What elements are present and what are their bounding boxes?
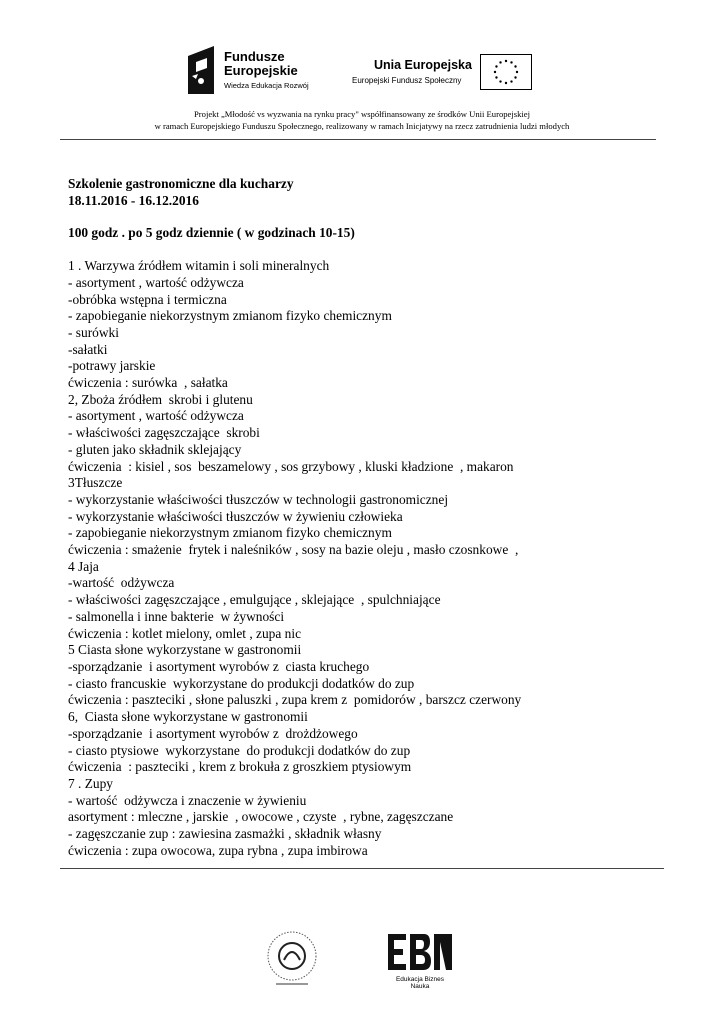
project-note-line2: w ramach Europejskiego Funduszu Społecznego, realizowany w ramach Inicjatywy na rzecz zatrudnienia ludzi młodych: [154, 121, 570, 131]
document-hours: 100 godz . po 5 godz dziennie ( w godzinach 10-15): [68, 225, 355, 241]
header-logos: [0, 44, 724, 104]
ebn-caption: Edukacja Biznes Nauka: [395, 976, 445, 990]
footer-divider: [60, 868, 664, 869]
header-divider: [60, 139, 656, 140]
eu-flag-star: [505, 82, 507, 84]
curriculum-list: [68, 258, 668, 859]
curriculum-line: - ciasto francuskie wykorzystane do produkcji dodatków do zup: [68, 675, 415, 691]
curriculum-line: 3Tłuszcze: [68, 475, 123, 491]
curriculum-line: ćwiczenia : paszteciki , krem z brokuła z groszkiem ptysiowym: [68, 759, 412, 775]
curriculum-line: - zapobieganie niekorzystnym zmianom fizyko chemicznym: [68, 308, 392, 324]
fe-logo-line2: Europejskie: [224, 63, 298, 78]
curriculum-line: 5 Ciasta słone wykorzystane w gastronomii: [68, 642, 302, 658]
curriculum-line: 7 . Zupy: [68, 775, 114, 791]
eu-flag-star: [510, 80, 512, 82]
fe-logo-line1: Fundusze: [224, 49, 285, 64]
ebn-mark-icon: [386, 932, 454, 974]
ebn-logo: [386, 932, 454, 990]
eu-flag-star: [505, 60, 507, 62]
curriculum-line: 2, Zboża źródłem skrobi i glutenu: [68, 391, 253, 407]
eu-flag-icon: [480, 54, 532, 90]
eu-flag-star: [514, 76, 516, 78]
curriculum-line: - wartość odżywcza i znaczenie w żywieniu: [68, 792, 307, 808]
project-note-line1: Projekt „Młodość vs wyzwania na rynku pracy" współfinansowany ze środków Unii Europejskiej: [194, 109, 530, 119]
unia-europejska-logo: [352, 52, 540, 96]
fe-logo-line3: Wiedza Edukacja Rozwój: [224, 81, 309, 90]
eu-flag-star: [494, 71, 496, 73]
project-funding-note: [60, 108, 664, 132]
eu-flag-star: [516, 71, 518, 73]
eu-flag-star: [495, 65, 497, 67]
curriculum-line: ćwiczenia : kotlet mielony, omlet , zupa nic: [68, 625, 302, 641]
curriculum-line: -sporządzanie i asortyment wyrobów z drożdżowego: [68, 725, 358, 741]
curriculum-line: -potrawy jarskie: [68, 358, 156, 374]
curriculum-line: -sporządzanie i asortyment wyrobów z ciasta kruchego: [68, 658, 370, 674]
curriculum-line: 6, Ciasta słone wykorzystane w gastronomii: [68, 709, 308, 725]
ue-logo-line1: Unia Europejska: [374, 58, 472, 72]
curriculum-line: ćwiczenia : surówka , sałatka: [68, 375, 228, 391]
school-emblem-icon: [264, 930, 320, 988]
document-title: Szkolenie gastronomiczne dla kucharzy: [68, 176, 294, 191]
eu-flag-star: [495, 76, 497, 78]
ue-logo-line2: Europejski Fundusz Społeczny: [352, 76, 462, 85]
curriculum-line: - asortyment , wartość odżywcza: [68, 274, 244, 290]
curriculum-line: -obróbka wstępna i termiczna: [68, 291, 227, 307]
curriculum-line: - zapobieganie niekorzystnym zmianom fizyko chemicznym: [68, 525, 392, 541]
curriculum-line: ćwiczenia : smażenie frytek i naleśników , sosy na bazie oleju , masło czosnkowe ,: [68, 542, 519, 558]
curriculum-line: - właściwości zagęszczające skrobi: [68, 425, 260, 441]
document-body: [68, 176, 668, 859]
curriculum-line: - wykorzystanie właściwości tłuszczów w technologii gastronomicznej: [68, 491, 449, 507]
curriculum-line: 1 . Warzywa źródłem witamin i soli mineralnych: [68, 258, 330, 274]
curriculum-line: - wykorzystanie właściwości tłuszczów w żywieniu człowieka: [68, 508, 403, 524]
fundusze-europejskie-mark-icon: [188, 46, 218, 94]
eu-flag-star: [499, 80, 501, 82]
curriculum-line: ćwiczenia : kisiel , sos beszamelowy , sos grzybowy , kluski kładzione , makaron: [68, 458, 514, 474]
footer-logos: [0, 926, 724, 996]
curriculum-line: -wartość odżywcza: [68, 575, 175, 591]
curriculum-line: asortyment : mleczne , jarskie , owocowe , czyste , rybne, zagęszczane: [68, 809, 454, 825]
document-dates: 18.11.2016 - 16.12.2016: [68, 192, 199, 208]
curriculum-line: ćwiczenia : paszteciki , słone paluszki , zupa krem z pomidorów , barszcz czerwony: [68, 692, 522, 708]
eu-flag-star: [514, 65, 516, 67]
fundusze-europejskie-logo: [188, 46, 328, 98]
curriculum-line: - asortyment , wartość odżywcza: [68, 408, 244, 424]
curriculum-line: - zagęszczanie zup : zawiesina zasmażki , składnik własny: [68, 826, 382, 842]
eu-flag-star: [499, 61, 501, 63]
curriculum-line: - właściwości zagęszczające , emulgujące , sklejające , spulchniające: [68, 592, 441, 608]
curriculum-line: -sałatki: [68, 341, 108, 357]
eu-flag-star: [510, 61, 512, 63]
curriculum-line: - salmonella i inne bakterie w żywności: [68, 608, 285, 624]
curriculum-line: - surówki: [68, 324, 119, 340]
curriculum-line: - ciasto ptysiowe wykorzystane do produkcji dodatków do zup: [68, 742, 411, 758]
curriculum-line: ćwiczenia : zupa owocowa, zupa rybna , zupa imbirowa: [68, 842, 368, 858]
curriculum-line: 4 Jaja: [68, 558, 99, 574]
curriculum-line: - gluten jako składnik sklejający: [68, 441, 242, 457]
